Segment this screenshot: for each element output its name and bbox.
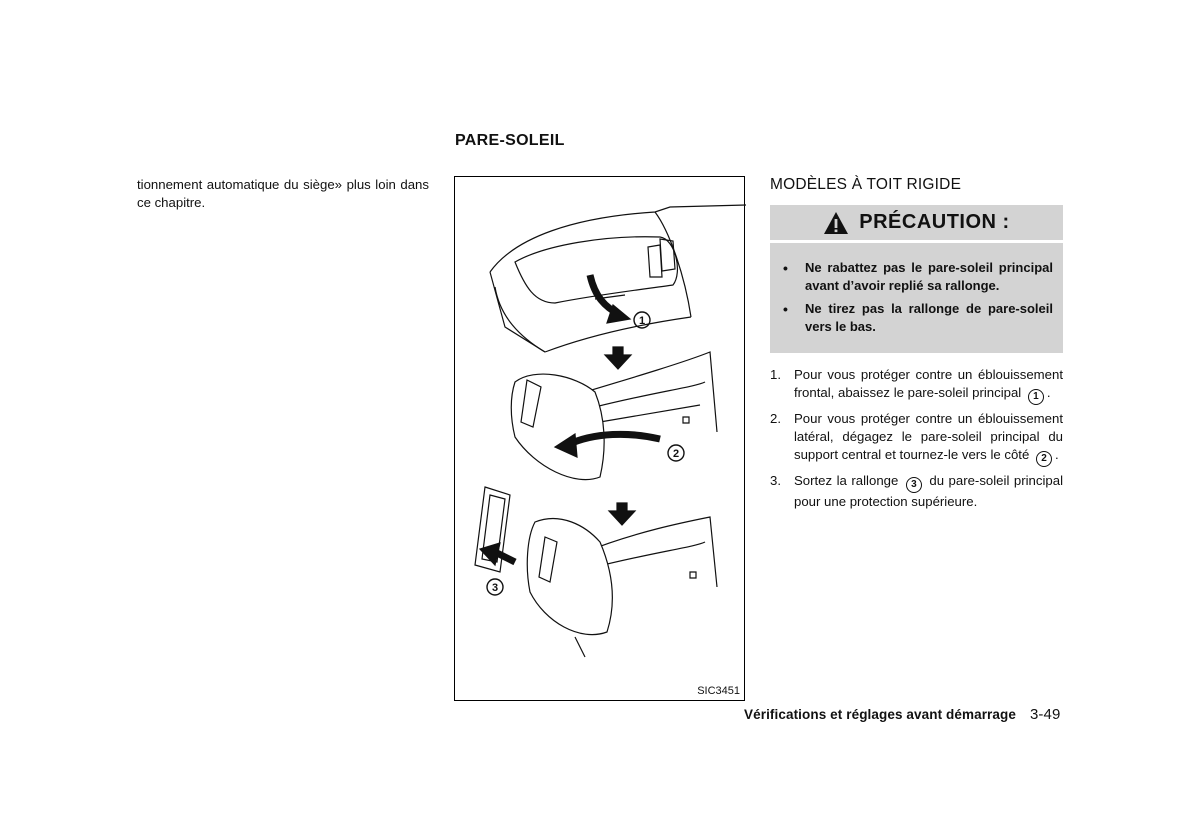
step-text: Pour vous protéger contre un éblouissement latéral, dégagez le pare-soleil principal du support central et tournez-le vers le côté [794,411,1063,462]
figure-code: SIC3451 [697,685,740,697]
callout-1: 1 [638,315,646,327]
caution-item: • Ne tirez pas la rallonge de pare-soleil vers le bas. [780,300,1053,336]
page-footer [744,706,1060,723]
caution-list [780,259,1053,341]
callout-3: 3 [491,582,499,594]
step-text-end: du pare-soleil principal pour une protection supérieure. [794,473,1063,509]
step-number: 3. [770,473,781,488]
section-title: PARE-SOLEIL [455,132,565,149]
step-item [770,410,1063,467]
caution-title: PRÉCAUTION : [859,211,1010,233]
step-text-end: . [1046,385,1051,400]
step-item [770,366,1063,405]
sun-visor-illustration [454,176,745,701]
chapter-title: Vérifications et réglages avant démarrage [744,707,1016,722]
caution-item: • Ne rabattez pas le pare-soleil principal avant d’avoir replié sa rallonge. [780,259,1053,295]
step-ref-badge: 1 [1028,389,1044,405]
step-number: 2. [770,411,781,426]
caution-header [770,205,1063,243]
step-text: Pour vous protéger contre un éblouissement frontal, abaissez le pare-soleil principal [794,367,1063,400]
steps-list [770,366,1063,516]
step-text: Sortez la rallonge [794,473,899,488]
continued-paragraph: tionnement automatique du siège» plus loin dans ce chapitre. [137,177,429,210]
step-text-end: . [1054,447,1059,462]
step-ref-badge: 3 [906,477,922,493]
step-number: 1. [770,367,781,382]
warning-triangle-icon [823,211,849,235]
step-ref-badge: 2 [1036,451,1052,467]
sun-visor-drawing [455,177,746,702]
page-number: 3-49 [1029,706,1061,723]
step-item [770,472,1063,511]
caution-box [770,205,1063,353]
callout-2: 2 [672,448,680,460]
subheading: MODÈLES À TOIT RIGIDE [770,176,962,193]
